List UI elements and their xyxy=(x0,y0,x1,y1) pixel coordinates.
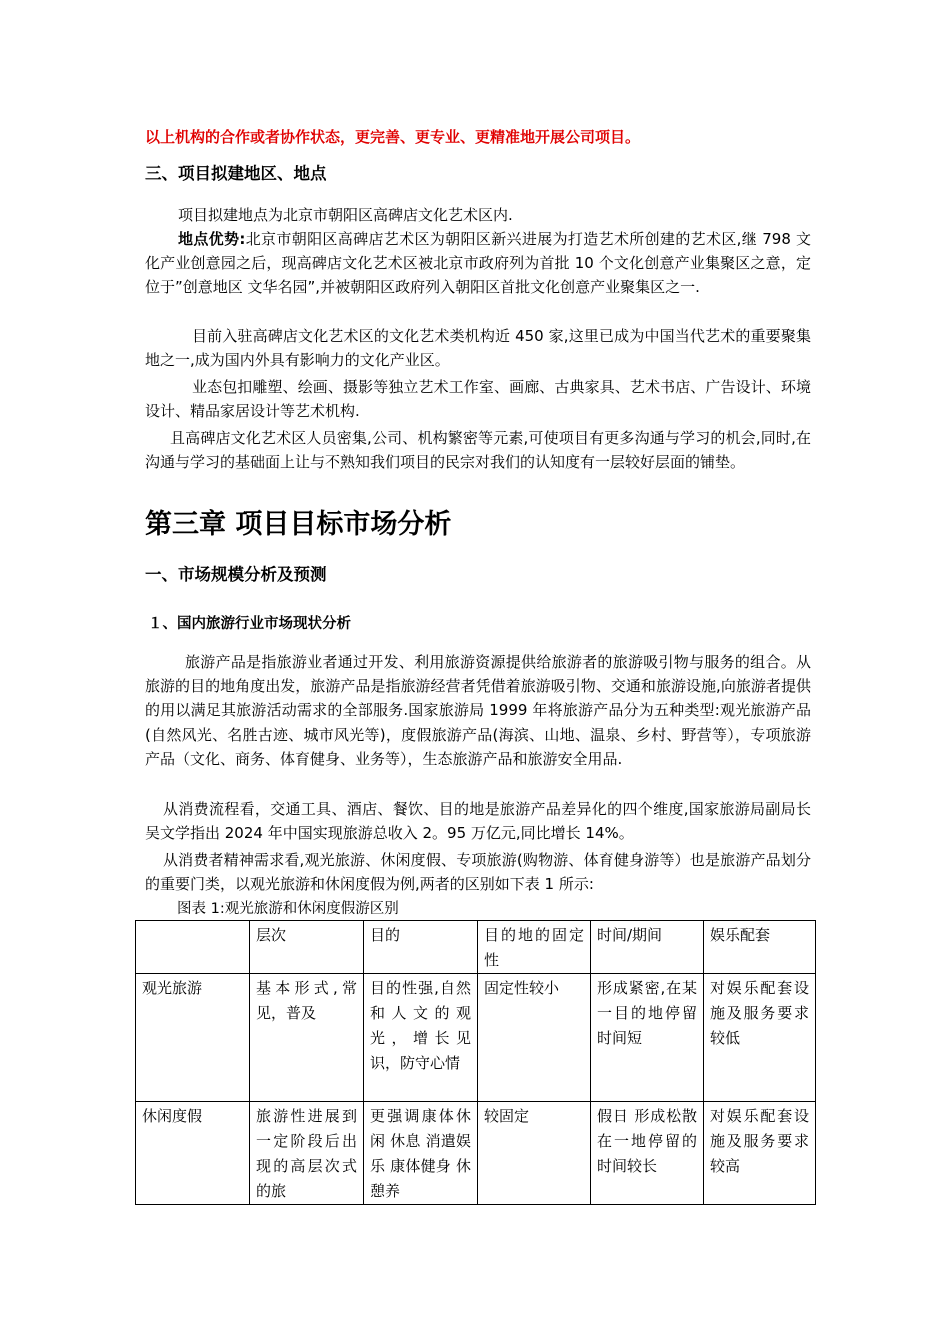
table-cell: 更强调康体休闲 休息 消遣娱乐 康体健身 休憩养 xyxy=(364,1102,478,1205)
red-notice: 以上机构的合作或者协作状态，更完善、更专业、更精准地开展公司项目。 xyxy=(145,128,641,146)
paragraph-consumption-flow: 从消费流程看，交通工具、酒店、餐饮、目的地是旅游产品差异化的四个维度,国家旅游局副局长吴文学指出 2024 年中国实现旅游总收入 2。95 万亿元,同比增长 14%。 xyxy=(145,800,811,843)
chapter-title: 第三章 项目目标市场分析 xyxy=(145,509,452,540)
paragraph-location-advantage xyxy=(145,227,811,300)
table-cell: 形成紧密,在某一目的地停留时间短 xyxy=(591,974,704,1102)
table-cell: 对娱乐配套设施及服务要求较低 xyxy=(704,974,816,1102)
paragraph-business: 业态包扣雕塑、绘画、摄影等独立艺术工作室、画廊、古典家具、艺术书店、广告设计、环境设计、精品家居设计等艺术机构. xyxy=(145,378,811,421)
table-header-cell: 娱乐配套 xyxy=(704,921,816,974)
table-cell: 目的性强,自然和人文的观光，增长见识，防守心情 xyxy=(364,974,478,1102)
table-header-cell: 时间/期间 xyxy=(591,921,704,974)
section-heading-market: 一、市场规模分析及预测 xyxy=(145,565,327,584)
table-row xyxy=(136,1102,816,1205)
table-cell: 较固定 xyxy=(478,1102,591,1205)
subsection-heading-tourism: １、国内旅游行业市场现状分析 xyxy=(148,616,351,632)
table-header-row xyxy=(136,921,816,974)
table-cell: 基本形式,常见，普及 xyxy=(250,974,364,1102)
paragraph-institutions: 目前入驻高碑店文化艺术区的文化艺术类机构近 450 家,这里已成为中国当代艺术的重要聚集地之一,成为国内外具有影响力的文化产业区。 xyxy=(145,327,811,370)
paragraph-consumer-needs: 从消费者精神需求看,观光旅游、休闲度假、专项旅游(购物游、体育健身游等）也是旅游产品划分的重要门类，以观光旅游和休闲度假为例,两者的区别如下表 1 所示: xyxy=(145,851,811,894)
table-cell: 固定性较小 xyxy=(478,974,591,1102)
table-cell: 观光旅游 xyxy=(136,974,250,1102)
paragraph-density: 且高碑店文化艺术区人员密集,公司、机构繁密等元素,可使项目有更多沟通与学习的机会,同时,在沟通与学习的基础面上让与不熟知我们项目的民宗对我们的认知度有一层较好层面的铺垫。 xyxy=(145,429,811,472)
table-row xyxy=(136,974,816,1102)
table-header-cell xyxy=(136,921,250,974)
paragraph-tourism-products: 旅游产品是指旅游业者通过开发、利用旅游资源提供给旅游者的旅游吸引物与服务的组合。从旅游的目的地角度出发，旅游产品是指旅游经营者凭借着旅游吸引物、交通和旅游设施,向旅游者提供的用以满足其旅游活动需求的全部服务.国家旅游局 1999 年将旅游产品分为五种类型:观光旅游产品(自然风光、名胜古迹、城市风光等)，度假旅游产品(海滨、山地、温泉、乡村、野营等），专项旅游产品（文化、商务、体育健身、业务等），生态旅游产品和旅游安全用品. xyxy=(145,653,811,768)
table-caption: 图表 1:观光旅游和休闲度假游区别 xyxy=(177,901,399,917)
table-cell: 假日 形成松散 在一地停留的时间较长 xyxy=(591,1102,704,1205)
section-heading-location: 三、项目拟建地区、地点 xyxy=(145,164,327,183)
advantage-label: 地点优势: xyxy=(178,230,246,248)
table-header-cell: 层次 xyxy=(250,921,364,974)
table-cell: 旅游性进展到一定阶段后出现的高层次式的旅 xyxy=(250,1102,364,1205)
table-cell: 对娱乐配套设施及服务要求较高 xyxy=(704,1102,816,1205)
comparison-table xyxy=(135,920,816,1205)
table-cell: 休闲度假 xyxy=(136,1102,250,1205)
paragraph-location: 项目拟建地点为北京市朝阳区高碑店文化艺术区内. xyxy=(178,206,513,224)
table-header-cell: 目的 xyxy=(364,921,478,974)
advantage-text: 北京市朝阳区高碑店艺术区为朝阳区新兴进展为打造艺术所创建的艺术区,继 798 文化产业创意园之后，现高碑店文化艺术区被北京市政府列为首批 10 个文化创意产业集聚区之意，定位于”创意地区 文华名园”,并被朝阳区政府列入朝阳区首批文化创意产业聚集区之一. xyxy=(145,230,811,297)
table-header-cell: 目的地的固定性 xyxy=(478,921,591,974)
